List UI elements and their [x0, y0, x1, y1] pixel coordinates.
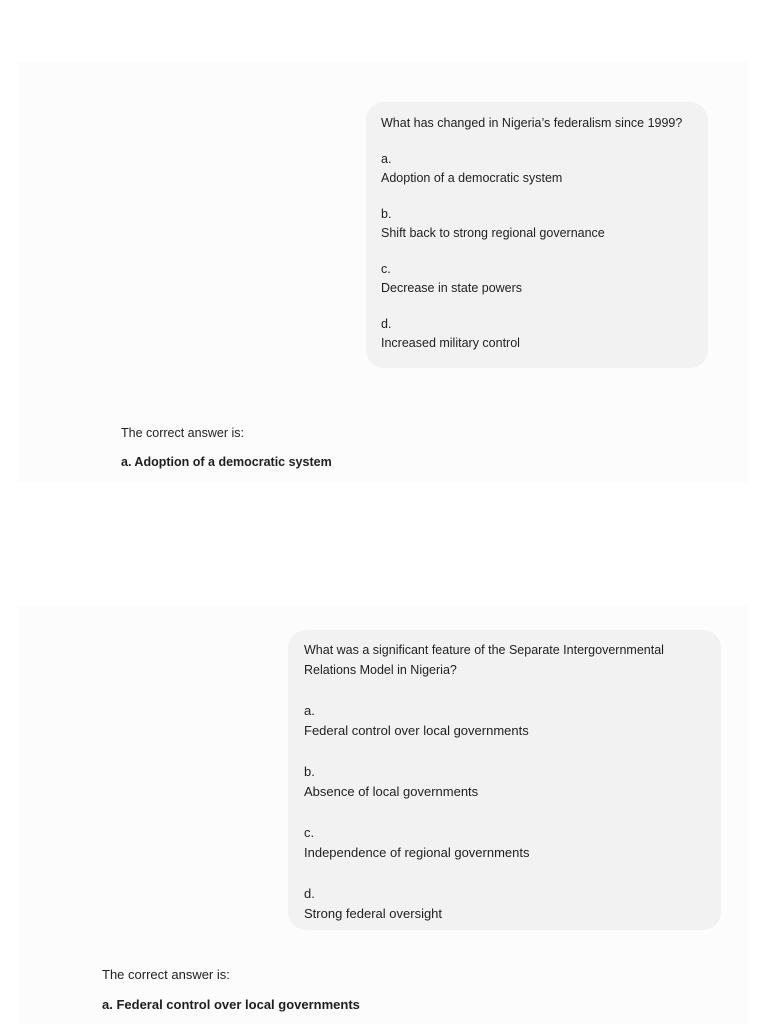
answer-intro-text: The correct answer is:	[102, 967, 230, 982]
option-text: Absence of local governments	[304, 784, 479, 799]
option-a	[381, 150, 694, 188]
chat-exchange-1	[18, 62, 748, 482]
user-message-bubble	[366, 102, 708, 368]
option-a	[304, 701, 707, 741]
correct-answer-text: a. Federal control over local governments	[102, 997, 360, 1012]
option-text: Shift back to strong regional governance	[381, 226, 605, 240]
option-text: Decrease in state powers	[381, 281, 523, 295]
question-text: What has changed in Nigeria’s federalism since 1999?	[381, 116, 683, 130]
option-text: Strong federal oversight	[304, 906, 443, 921]
answer-intro-text: The correct answer is:	[121, 426, 244, 440]
user-message-bubble	[288, 630, 721, 930]
option-letter: b.	[381, 207, 392, 221]
chat-exchange-2	[18, 606, 748, 1024]
option-c	[381, 260, 694, 298]
assistant-response	[121, 424, 332, 471]
question-text: What was a significant feature of the Separate Intergovernmental Relations Model in Nigeria?	[304, 643, 664, 677]
option-text: Increased military control	[381, 336, 520, 350]
option-b	[304, 762, 707, 802]
option-letter: a.	[304, 703, 315, 718]
option-letter: d.	[381, 317, 392, 331]
correct-answer-text: a. Adoption of a democratic system	[121, 455, 332, 469]
option-letter: c.	[304, 825, 315, 840]
option-text: Adoption of a democratic system	[381, 171, 563, 185]
assistant-response	[102, 966, 360, 1014]
option-letter: d.	[304, 886, 315, 901]
option-letter: a.	[381, 152, 392, 166]
option-d	[381, 315, 694, 353]
option-text: Independence of regional governments	[304, 845, 530, 860]
option-text: Federal control over local governments	[304, 723, 529, 738]
option-d	[304, 884, 707, 924]
option-b	[381, 205, 694, 243]
option-c	[304, 823, 707, 863]
option-letter: c.	[381, 262, 391, 276]
option-letter: b.	[304, 764, 315, 779]
